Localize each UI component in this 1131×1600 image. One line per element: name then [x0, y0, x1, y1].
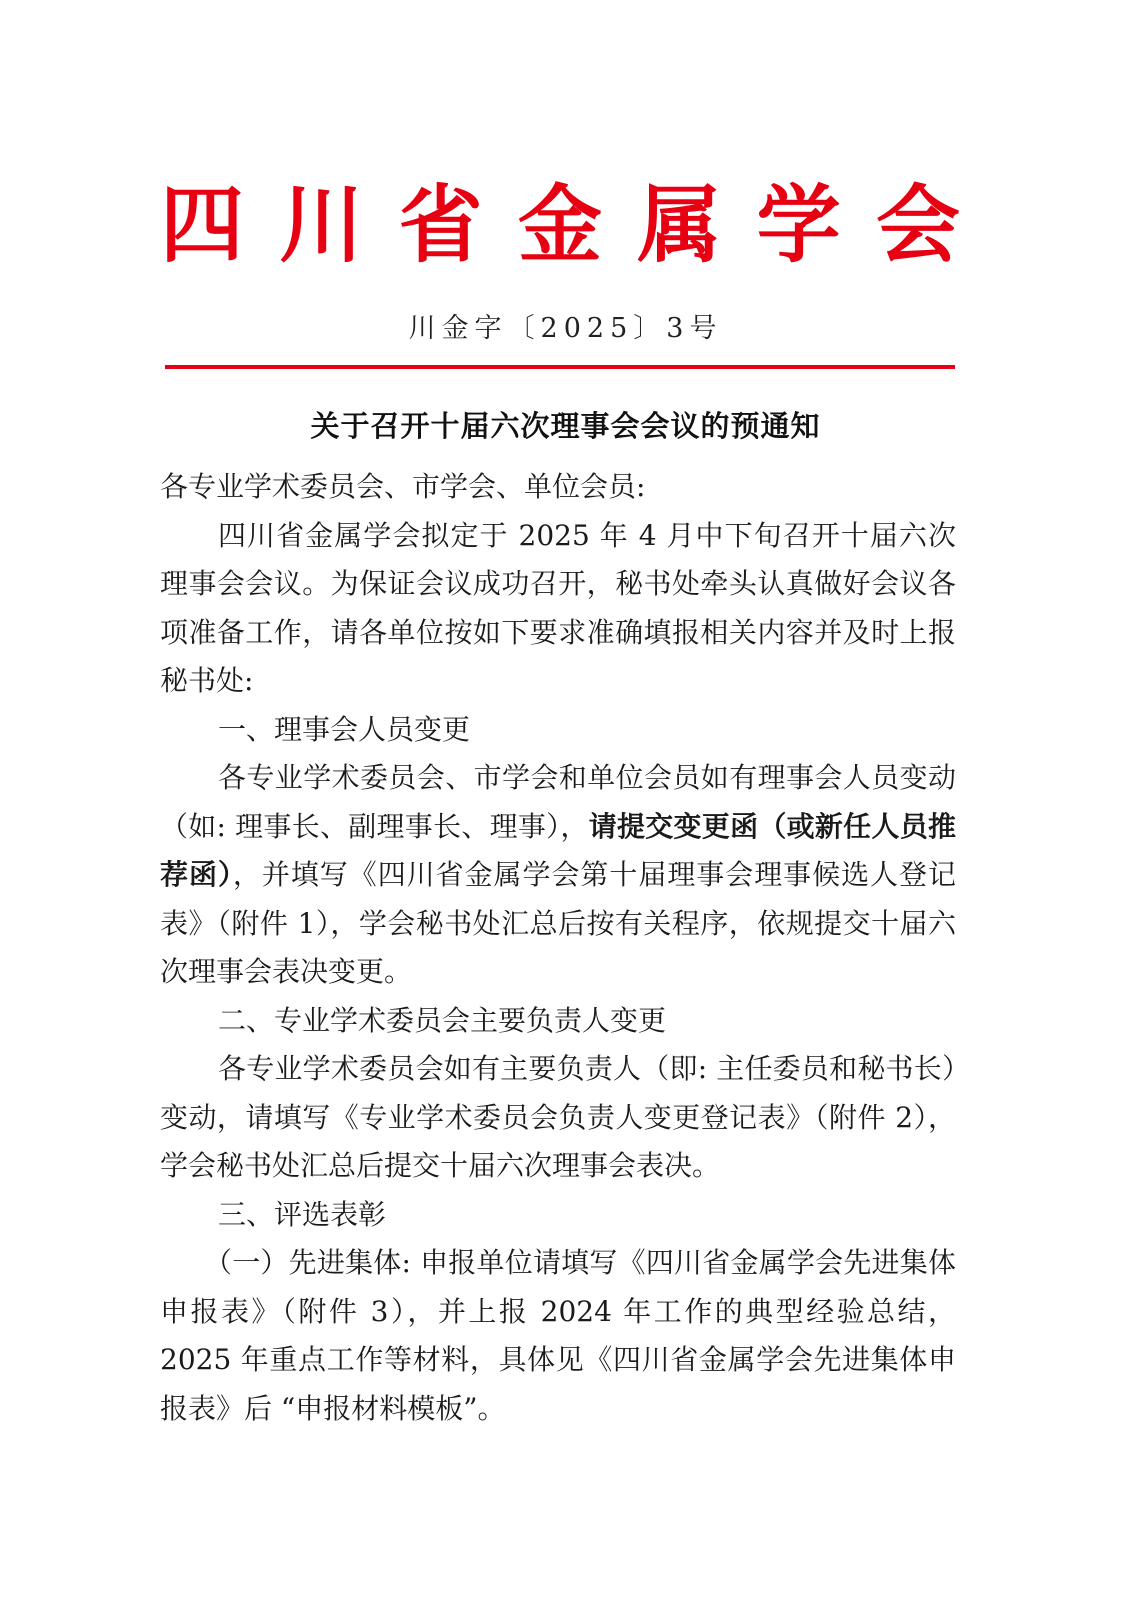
section1-text-b: ，并填写《四川省金属学会第十届理事会理事候选人登记表》（附件 1），学会秘书处汇总后按有关程序，依规提交十届六次理事会表决变更。 — [160, 858, 956, 988]
section-heading: 一、理事会人员变更 — [218, 712, 471, 746]
notice-title: 关于召开十届六次理事会会议的预通知 — [310, 409, 821, 443]
org-name-char: 四 — [160, 176, 245, 274]
org-name-char: 金 — [517, 176, 602, 274]
org-name-header — [160, 165, 960, 285]
notice-body — [160, 463, 956, 1433]
intro-paragraph: 四川省金属学会拟定于 2025 年 4 月中下旬召开十届六次理事会会议。为保证会议成功召开，秘书处牵头认真做好会议各项准备工作，请各单位按如下要求准确填报相关内容并及时上报秘书处: — [160, 518, 956, 697]
red-divider-line — [165, 365, 955, 369]
org-name-char: 属 — [637, 176, 722, 274]
section1-text-a: 各专业学术委员会、市学会和单位会员如有理事会人员变动（如: 理事长、副理事长、理事）， — [160, 761, 956, 843]
document-number: 川金字〔2025〕3号 — [408, 313, 723, 344]
org-name-char: 会 — [875, 176, 960, 274]
section2-paragraph: 各专业学术委员会如有主要负责人（即: 主任委员和秘书长）变动，请填写《专业学术委员会负责人变更登记表》（附件 2），学会秘书处汇总后提交十届六次理事会表决。 — [160, 1052, 956, 1182]
org-name-char: 学 — [756, 176, 841, 274]
section-heading: 二、专业学术委员会主要负责人变更 — [218, 1003, 667, 1037]
section1-paragraph — [160, 754, 956, 997]
org-name-char: 川 — [279, 176, 364, 274]
salutation: 各专业学术委员会、市学会、单位会员: — [160, 470, 646, 503]
section3-item1-paragraph: （一）先进集体: 申报单位请填写《四川省金属学会先进集体申报表》（附件 3），并上报 2024 年工作的典型经验总结，2025 年重点工作等材料，具体见《四川省金属学会先进集体申报表》后 “申报材料模板”。 — [160, 1246, 956, 1425]
org-name-char: 省 — [398, 176, 483, 274]
section-heading: 三、评选表彰 — [218, 1197, 387, 1231]
section1-bold-text: 请提交变更函（或新任人员推荐函） — [160, 809, 956, 891]
